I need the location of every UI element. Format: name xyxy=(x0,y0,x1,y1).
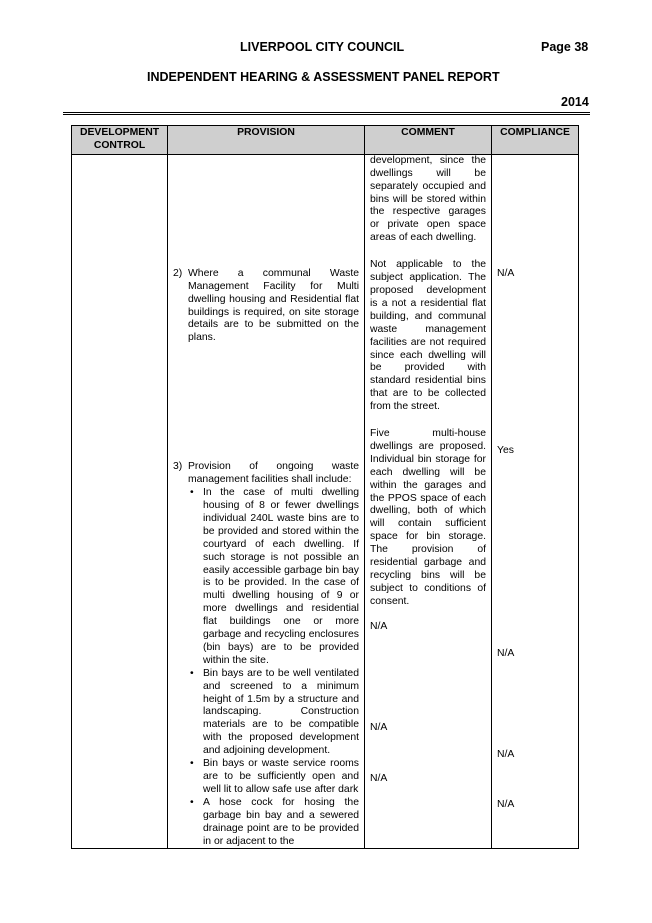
column-header-provision: PROVISION xyxy=(168,126,365,155)
bullet-text: Bin bays are to be well ventilated and screened to a minimum height of 1.5m by a structure and landscaping. Construction materials are to be compatible with the proposed development and adjoining development. xyxy=(203,667,359,757)
header-rule xyxy=(63,112,590,113)
table-header-row xyxy=(72,126,579,155)
item-number: 3) xyxy=(173,461,183,473)
council-name: LIVERPOOL CITY COUNCIL xyxy=(240,40,405,54)
list-item: • In the case of multi dwelling housing of 8 or fewer dwellings individual 240L waste bins are to be provided and stored within the courtyard of each dwelling. If such storage is not possible an easily accessible garbage bin bay is to be provided. In the case of multi dwelling housing of 9 or more dwellings and residential flat buildings one or more garbage and recycling enclosures (bin bays) are to be provided within the site. xyxy=(190,487,359,666)
comment-cell xyxy=(365,154,492,849)
compliance-cell xyxy=(492,154,579,849)
list-item: • A hose cock for hosing the garbage bin bay and a sewered drainage point are to be provided in or adjacent to the xyxy=(190,796,359,847)
compliance-bullet-2: N/A xyxy=(497,647,515,659)
comment-item-2: Not applicable to the subject application. The proposed development is a not a residential flat building, and communal waste management facilities are not required since each dwelling will be provided with standard residential bins that are to be collected from the street. xyxy=(370,259,486,413)
column-header-comment: COMMENT xyxy=(365,126,492,155)
assessment-table xyxy=(71,125,579,849)
comment-bullet-2: N/A xyxy=(370,620,388,632)
column-header-compliance: COMPLIANCE xyxy=(492,126,579,155)
page-number: Page 38 xyxy=(541,40,589,54)
header-rule-secondary xyxy=(63,114,590,115)
development-control-cell xyxy=(72,154,168,849)
report-year: 2014 xyxy=(561,95,589,109)
table-body-row xyxy=(72,154,579,849)
provision-item-2 xyxy=(173,268,359,345)
provision-item-3 xyxy=(173,461,359,848)
item-number: 2) xyxy=(173,267,183,279)
bullet-text: In the case of multi dwelling housing of 8 or fewer dwellings individual 240L waste bins are to be provided and stored within the courtyard of each dwelling. If such storage is not possible an easily accessible garbage bin bay is to be provided. In the case of multi dwelling housing of 9 or more dwellings and residential flat buildings one or more garbage and recycling enclosures (bin bays) are to be provided within the site. xyxy=(203,487,359,666)
comment-continued: development, since the dwellings will be separately occupied and bins will be stored within the respective garages or private open space areas of each dwelling. xyxy=(370,154,486,244)
provision-cell xyxy=(168,154,365,849)
comment-bullet-4: N/A xyxy=(370,772,388,784)
comment-bullet-3: N/A xyxy=(370,721,388,733)
provision-bullet-list xyxy=(188,487,359,848)
compliance-item-2: N/A xyxy=(497,267,515,279)
comment-item-3: Five multi-house dwellings are proposed. Individual bin storage for each dwelling will be within the garages and the PPOS space of each dwelling, both of which will contain sufficient space for bin storage. The provision of residential garbage and recycling bins will be subject to conditions of consent. xyxy=(370,428,486,607)
compliance-bullet-4: N/A xyxy=(497,799,515,811)
list-item: • Bin bays are to be well ventilated and screened to a minimum height of 1.5m by a structure and landscaping. Construction materials are to be compatible with the proposed development and adjoining development. xyxy=(190,667,359,757)
provision-intro: Provision of ongoing waste management facilities shall include: xyxy=(188,461,359,486)
report-title: INDEPENDENT HEARING & ASSESSMENT PANEL REPORT xyxy=(147,70,500,84)
provision-text: Where a communal Waste Management Facility for Multi dwelling housing and Residential flat buildings is required, on site storage details are to be submitted on the plans. xyxy=(188,267,359,344)
column-header-development-control: DEVELOPMENT CONTROL xyxy=(72,126,168,155)
compliance-bullet-3: N/A xyxy=(497,748,515,760)
bullet-text: Bin bays or waste service rooms are to be sufficiently open and well lit to allow safe use after dark xyxy=(203,758,359,795)
bullet-text: A hose cock for hosing the garbage bin bay and a sewered drainage point are to be provided in or adjacent to the xyxy=(203,796,359,847)
list-item: • Bin bays or waste service rooms are to be sufficiently open and well lit to allow safe use after dark xyxy=(190,758,359,795)
compliance-item-3: Yes xyxy=(497,444,514,456)
